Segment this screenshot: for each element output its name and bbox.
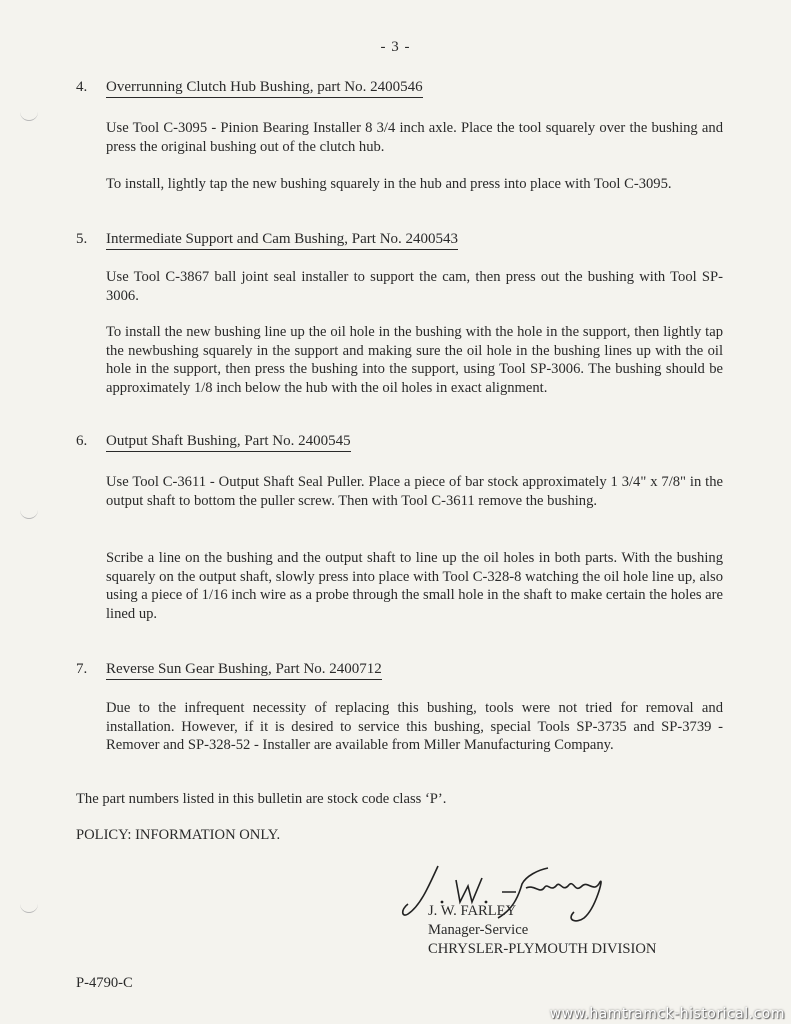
policy-line: POLICY: INFORMATION ONLY. — [76, 827, 281, 843]
stock-code-note: The part numbers listed in this bulletin are stock code class ‘P’. — [76, 791, 447, 807]
section-7-paragraph-1: Due to the infrequent necessity of replacing this bushing, tools were not tried for removal and installation. However, if it is desired to service this bushing, special Tools SP-3735 and SP-3739 - Remover and SP-328-52 - Installer are available from Miller Manufacturing Company. — [106, 700, 723, 754]
section-heading-7 — [76, 661, 382, 678]
signer-title: Manager-Service — [428, 922, 529, 938]
section-number: 4. — [76, 79, 88, 95]
section-title: Intermediate Support and Cam Bushing, Part No. 2400543 — [106, 231, 458, 250]
page-number: - 3 - — [380, 39, 411, 55]
binder-hole — [20, 506, 38, 519]
section-4-paragraph-2: To install, lightly tap the new bushing squarely in the hub and press into place with Tool C-3095. — [106, 176, 672, 192]
website-watermark: www.hamtramck-historical.com — [549, 1006, 785, 1022]
section-title: Output Shaft Bushing, Part No. 2400545 — [106, 433, 351, 452]
section-5-paragraph-2: To install the new bushing line up the oil hole in the bushing with the hole in the support, then lightly tap the newbushing squarely in the support and making sure the oil hole in the bushing lines up with the oil hole in the support, then press the bushing into the support, using Tool SP-3006. The bushing should be approximately 1/8 inch below the hub with the oil holes in exact alignment. — [106, 324, 723, 397]
section-number: 6. — [76, 433, 88, 449]
section-heading-6 — [76, 433, 351, 450]
section-6-paragraph-1: Use Tool C-3611 - Output Shaft Seal Puller. Place a piece of bar stock approximately 1 3/4" x 7/8" in the output shaft to bottom the puller screw. Then with Tool C-3611 remove the bushing. — [106, 474, 723, 509]
section-title: Overrunning Clutch Hub Bushing, part No. 2400546 — [106, 79, 423, 98]
section-6-paragraph-2: Scribe a line on the bushing and the output shaft to line up the oil holes in both parts. With the bushing squarely on the output shaft, slowly press into place with Tool C-328-8 watching the oil hole line up, also using a piece of 1/16 inch wire as a probe through the small hole in the shaft to make certain the holes are lined up. — [106, 550, 723, 623]
binder-hole — [20, 108, 38, 121]
section-4-paragraph-1: Use Tool C-3095 - Pinion Bearing Installer 8 3/4 inch axle. Place the tool squarely over the bushing and press the original bushing out of the clutch hub. — [106, 120, 723, 155]
binder-hole — [20, 900, 38, 913]
section-heading-5 — [76, 231, 458, 248]
section-number: 5. — [76, 231, 88, 247]
signer-division: CHRYSLER-PLYMOUTH DIVISION — [428, 941, 657, 957]
section-5-paragraph-1: Use Tool C-3867 ball joint seal installer to support the cam, then press out the bushing with Tool SP-3006. — [106, 269, 723, 304]
section-title: Reverse Sun Gear Bushing, Part No. 2400712 — [106, 661, 382, 680]
bulletin-code: P-4790-C — [76, 975, 133, 991]
signature-block — [428, 902, 656, 959]
section-heading-4 — [76, 79, 423, 96]
section-number: 7. — [76, 661, 88, 677]
signer-name: J. W. FARLEY — [428, 903, 517, 919]
